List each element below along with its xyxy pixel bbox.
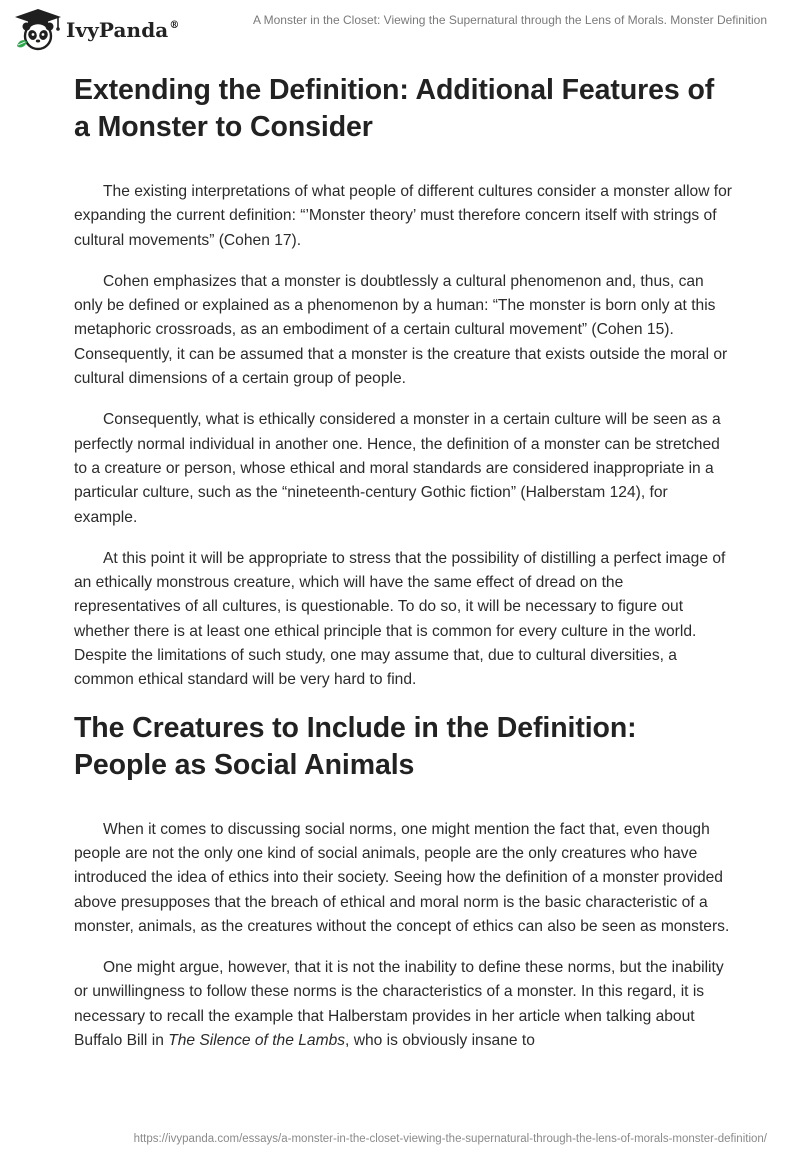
ivypanda-logo[interactable] (14, 8, 179, 52)
paragraph-text: , who is obviously insane to (345, 1032, 535, 1050)
brand-name: IvyPanda® (66, 18, 180, 42)
trademark-mark: ® (169, 20, 180, 31)
essay-content (74, 72, 734, 1070)
paragraph (74, 956, 734, 1053)
page-header (0, 0, 800, 60)
section-heading: The Creatures to Include in the Definition: People as Social Animals (74, 711, 637, 781)
panda-graduate-icon (14, 8, 62, 52)
paragraph-text: One might argue, however, that it is not the inability to define these norms, but the inability or unwillingness to follow these norms is the characteristics of a monster. In this regard, it is necessary to recall the example that Halberstam provides in her article when talking about Buffalo Bill in (74, 959, 724, 1050)
paragraph: Cohen emphasizes that a monster is doubtlessly a cultural phenomenon and, thus, can only be defined or explained as a phenomenon by a human: “The monster is born only at this metaphoric crossroads, as an embodiment of a certain cultural movement” (Cohen 15). Consequently, it can be assumed that a monster is the creature that exists outside the moral or cultural dimensions of a certain group of people. (74, 272, 728, 388)
paragraph: The existing interpretations of what people of different cultures consider a monster allow for expanding the current definition: “’Monster theory’ must therefore concern itself with strings of cultural movements” (Cohen 17). (74, 183, 732, 249)
paragraph: Consequently, what is ethically considered a monster in a certain culture will be seen as a perfectly normal individual in another one. Hence, the definition of a monster can be stretched to a creature or person, whose ethical and moral standards are considered inappropriate in a particular culture, such as the “nineteenth-century Gothic fiction” (Halberstam 124), for example. (74, 411, 721, 526)
book-title: The Silence of the Lambs (168, 1032, 346, 1050)
paragraph: When it comes to discussing social norms, one might mention the fact that, even though people are not the only one kind of social animals, people are the only creatures who have introduced the idea of ethics into their society. Seeing how the definition of a monster provided above presupposes that the breach of ethical and moral norm is the basic characteristic of a monster, animals, as the creatures without the concept of ethics can also be seen as monsters. (74, 820, 730, 935)
section-heading: Extending the Definition: Additional Features of a Monster to Consider (74, 74, 715, 143)
document-title: A Monster in the Closet: Viewing the Supernatural through the Lens of Morals. Monster Definition (252, 13, 767, 27)
paragraph: At this point it will be appropriate to stress that the possibility of distilling a perfect image of an ethically monstrous creature, which will have the same effect of dread on the representatives of all cultures, is questionable. To do so, it will be necessary to figure out whether there is at least one ethical principle that is common for every culture in the world. Despite the limitations of such study, one may assume that, due to cultural diversities, a common ethical standard will be very hard to find. (74, 549, 726, 689)
source-url[interactable]: https://ivypanda.com/essays/a-monster-in-the-closet-viewing-the-supernatural-through-the-lens-of-morals-monster-definition/ (133, 1133, 767, 1145)
